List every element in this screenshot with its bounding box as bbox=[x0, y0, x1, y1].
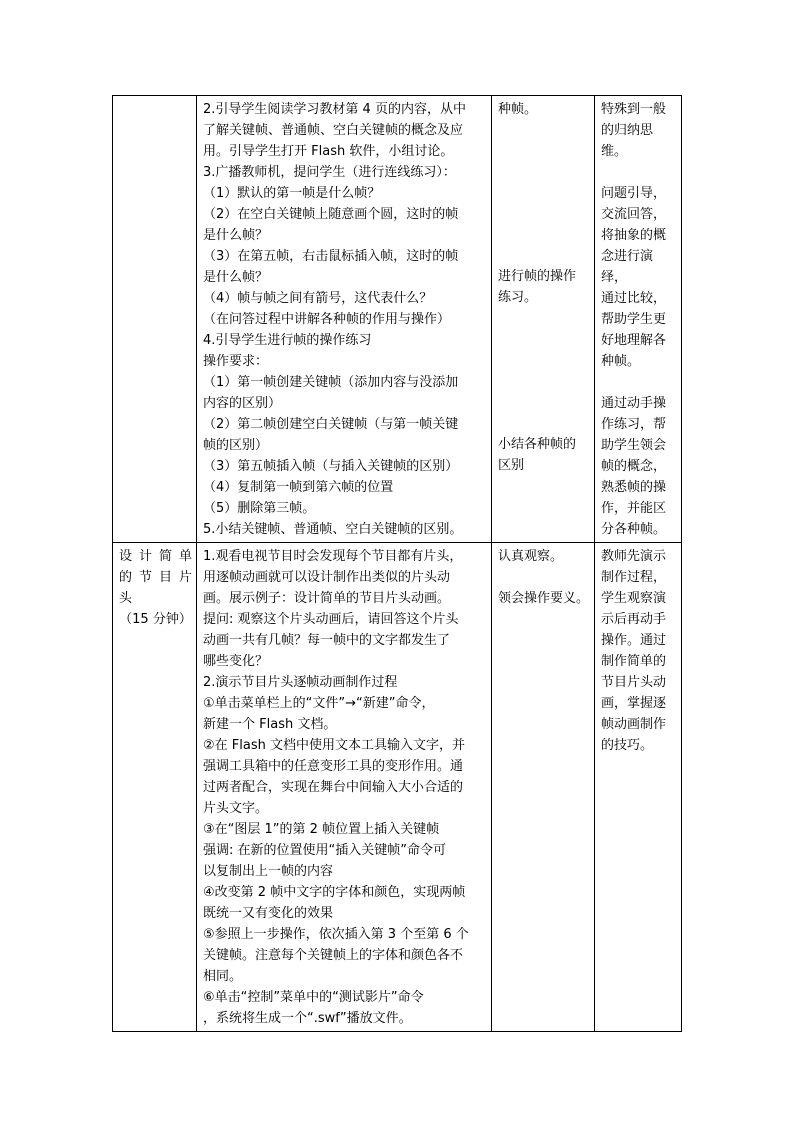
text-line: （15 分钟） bbox=[119, 612, 192, 627]
text-line: 教师先演示 bbox=[601, 549, 667, 564]
text-line: （2）在空白关键帧上随意画个圆，这时的帧 bbox=[203, 207, 459, 222]
text-line: （5）删除第三帧。 bbox=[203, 501, 316, 516]
student-text-b bbox=[498, 266, 590, 308]
text-line: 哪些变化？ bbox=[203, 654, 269, 669]
text-line: 4.引导学生进行帧的操作练习 bbox=[203, 333, 372, 348]
intent-text-b bbox=[601, 183, 677, 372]
text-line: 画。展示例子：设计简单的节目片头动画。 bbox=[203, 591, 451, 606]
stage-title bbox=[119, 546, 192, 609]
text-line: 头 bbox=[119, 591, 133, 606]
student-text-c bbox=[498, 434, 590, 476]
text-line: 通过动手操 bbox=[601, 396, 667, 411]
stage-cell bbox=[113, 96, 197, 543]
table-row bbox=[113, 96, 682, 543]
text-line: 练习。 bbox=[498, 290, 538, 305]
text-line: 动画一共有几帧？每一帧中的文字都发生了 bbox=[203, 633, 451, 648]
text-line: 1.观看电视节目时会发现每个节目都有片头， bbox=[203, 549, 463, 564]
design-intent-cell bbox=[595, 96, 682, 543]
text-line: （4）复制第一帧到第六帧的位置 bbox=[203, 480, 394, 495]
text-line: 帧的区别） bbox=[203, 438, 269, 453]
text-line: 特殊到一般 bbox=[601, 102, 667, 117]
teacher-activity-cell bbox=[197, 543, 492, 1032]
text-line: （2）第二帧创建空白关键帧（与第一帧关键 bbox=[203, 417, 459, 432]
text-line: 片头文字。 bbox=[203, 801, 269, 816]
student-activity-cell bbox=[492, 543, 595, 1032]
stage-cell bbox=[113, 543, 197, 1032]
text-line: 将抽象的概 bbox=[601, 228, 667, 243]
text-line: 的节目片 bbox=[119, 570, 192, 585]
teacher-activity-cell bbox=[197, 96, 492, 543]
text-line: 操作要求： bbox=[203, 354, 269, 369]
intent-text-c bbox=[601, 393, 677, 540]
text-line: 提问: 观察这个片头动画后，请回答这个片头 bbox=[203, 612, 459, 627]
text-line: 5.小结关键帧、普通帧、空白关键帧的区别。 bbox=[203, 522, 463, 537]
text-line: 种帧。 bbox=[601, 354, 641, 369]
text-line: 设计简单 bbox=[119, 549, 192, 564]
text-line: 节目片头动 bbox=[601, 675, 667, 690]
text-line: 区别 bbox=[498, 458, 525, 473]
text-line: 是什么帧？ bbox=[203, 228, 269, 243]
text-line: ④改变第 2 帧中文字的字体和颜色，实现两帧 bbox=[203, 885, 466, 900]
text-line: 了解关键帧、普通帧、空白关键帧的概念及应 bbox=[203, 123, 464, 138]
text-line: （3）在第五帧，右击鼠标插入帧，这时的帧 bbox=[203, 249, 459, 264]
text-line: 小结各种帧的 bbox=[498, 437, 577, 452]
text-line: 认真观察。 bbox=[498, 549, 564, 564]
text-line: 是什么帧？ bbox=[203, 270, 269, 285]
student-text-a bbox=[498, 99, 590, 120]
text-line: 学生观察演 bbox=[601, 591, 667, 606]
text-line: 相同。 bbox=[203, 969, 243, 984]
text-line: 帧的概念， bbox=[601, 459, 667, 474]
text-line: ①单击菜单栏上的“文件”→“新建”命令， bbox=[203, 696, 435, 711]
text-line: 用。引导学生打开 Flash 软件，小组讨论。 bbox=[203, 144, 454, 159]
text-line: 领会操作要义。 bbox=[498, 591, 590, 606]
text-line: 好地理解各 bbox=[601, 333, 667, 348]
design-intent-cell bbox=[595, 543, 682, 1032]
text-line: 内容的区别） bbox=[203, 396, 282, 411]
text-line: 通过比较， bbox=[601, 291, 667, 306]
text-line: 交流回答， bbox=[601, 207, 667, 222]
student-activity-cell bbox=[492, 96, 595, 543]
text-line: 既统一又有变化的效果 bbox=[203, 906, 334, 921]
text-line: 过两者配合，实现在舞台中间输入大小合适的 bbox=[203, 780, 464, 795]
text-line: 助学生领会 bbox=[601, 438, 667, 453]
text-line: 进行帧的操作 bbox=[498, 269, 577, 284]
text-line: 强调: 在新的位置使用“插入关键帧”命令可 bbox=[203, 843, 446, 858]
text-line: 问题引导， bbox=[601, 186, 667, 201]
text-line: 帮助学生更 bbox=[601, 312, 667, 327]
table-row bbox=[113, 543, 682, 1032]
text-line: 帧动画制作 bbox=[601, 717, 667, 732]
text-line: 分各种帧。 bbox=[601, 522, 667, 537]
text-line: 2.引导学生阅读学习教材第 4 页的内容，从中 bbox=[203, 102, 466, 117]
text-line: 以复制出上一帧的内容 bbox=[203, 864, 334, 879]
teacher-lines bbox=[203, 546, 487, 1029]
lesson-plan-table bbox=[112, 95, 682, 1032]
student-text-a bbox=[498, 546, 590, 567]
student-text-b bbox=[498, 588, 590, 609]
text-line: 种帧。 bbox=[498, 102, 538, 117]
text-line: （3）第五帧插入帧（与插入关键帧的区别） bbox=[203, 459, 459, 474]
text-line: ，系统将生成一个“.swf”播放文件。 bbox=[203, 1011, 412, 1026]
text-line: 的归纳思维。 bbox=[601, 123, 654, 159]
text-line: 画，掌握逐 bbox=[601, 696, 667, 711]
text-line: ⑥单击“控制”菜单中的“测试影片”命令 bbox=[203, 990, 424, 1005]
teacher-lines bbox=[203, 99, 487, 540]
text-line: 2.演示节目片头逐帧动画制作过程 bbox=[203, 675, 398, 690]
text-line: 念进行演绎， bbox=[601, 249, 654, 285]
text-line: 操作。通过 bbox=[601, 633, 667, 648]
text-line: （1）第一帧创建关键帧（添加内容与没添加 bbox=[203, 375, 459, 390]
text-line: ⑤参照上一步操作，依次插入第 3 个至第 6 个 bbox=[203, 927, 469, 942]
text-line: （在问答过程中讲解各种帧的作用与操作） bbox=[203, 312, 451, 327]
text-line: 强调工具箱中的任意变形工具的变形作用。通 bbox=[203, 759, 464, 774]
intent-text-a bbox=[601, 546, 677, 756]
text-line: 关键帧。注意每个关键帧上的字体和颜色各不 bbox=[203, 948, 464, 963]
text-line: （1）默认的第一帧是什么帧？ bbox=[203, 186, 381, 201]
text-line: 用逐帧动画就可以设计制作出类似的片头动 bbox=[203, 570, 451, 585]
text-line: ②在 Flash 文档中使用文本工具输入文字，并 bbox=[203, 738, 465, 753]
text-line: 示后再动手 bbox=[601, 612, 667, 627]
text-line: 新建一个 Flash 文档。 bbox=[203, 717, 337, 732]
text-line: 制作过程， bbox=[601, 570, 667, 585]
text-line: ③在“图层 1”的第 2 帧位置上插入关键帧 bbox=[203, 822, 440, 837]
text-line: 制作简单的 bbox=[601, 654, 667, 669]
text-line: 作，并能区 bbox=[601, 501, 667, 516]
intent-text-a bbox=[601, 99, 677, 162]
text-line: 3.广播教师机，提问学生（进行连线练习）： bbox=[203, 165, 456, 180]
text-line: （4）帧与帧之间有箭号，这代表什么？ bbox=[203, 291, 433, 306]
text-line: 作练习，帮 bbox=[601, 417, 667, 432]
stage-duration bbox=[119, 609, 192, 630]
text-line: 的技巧。 bbox=[601, 738, 654, 753]
text-line: 熟悉帧的操 bbox=[601, 480, 667, 495]
